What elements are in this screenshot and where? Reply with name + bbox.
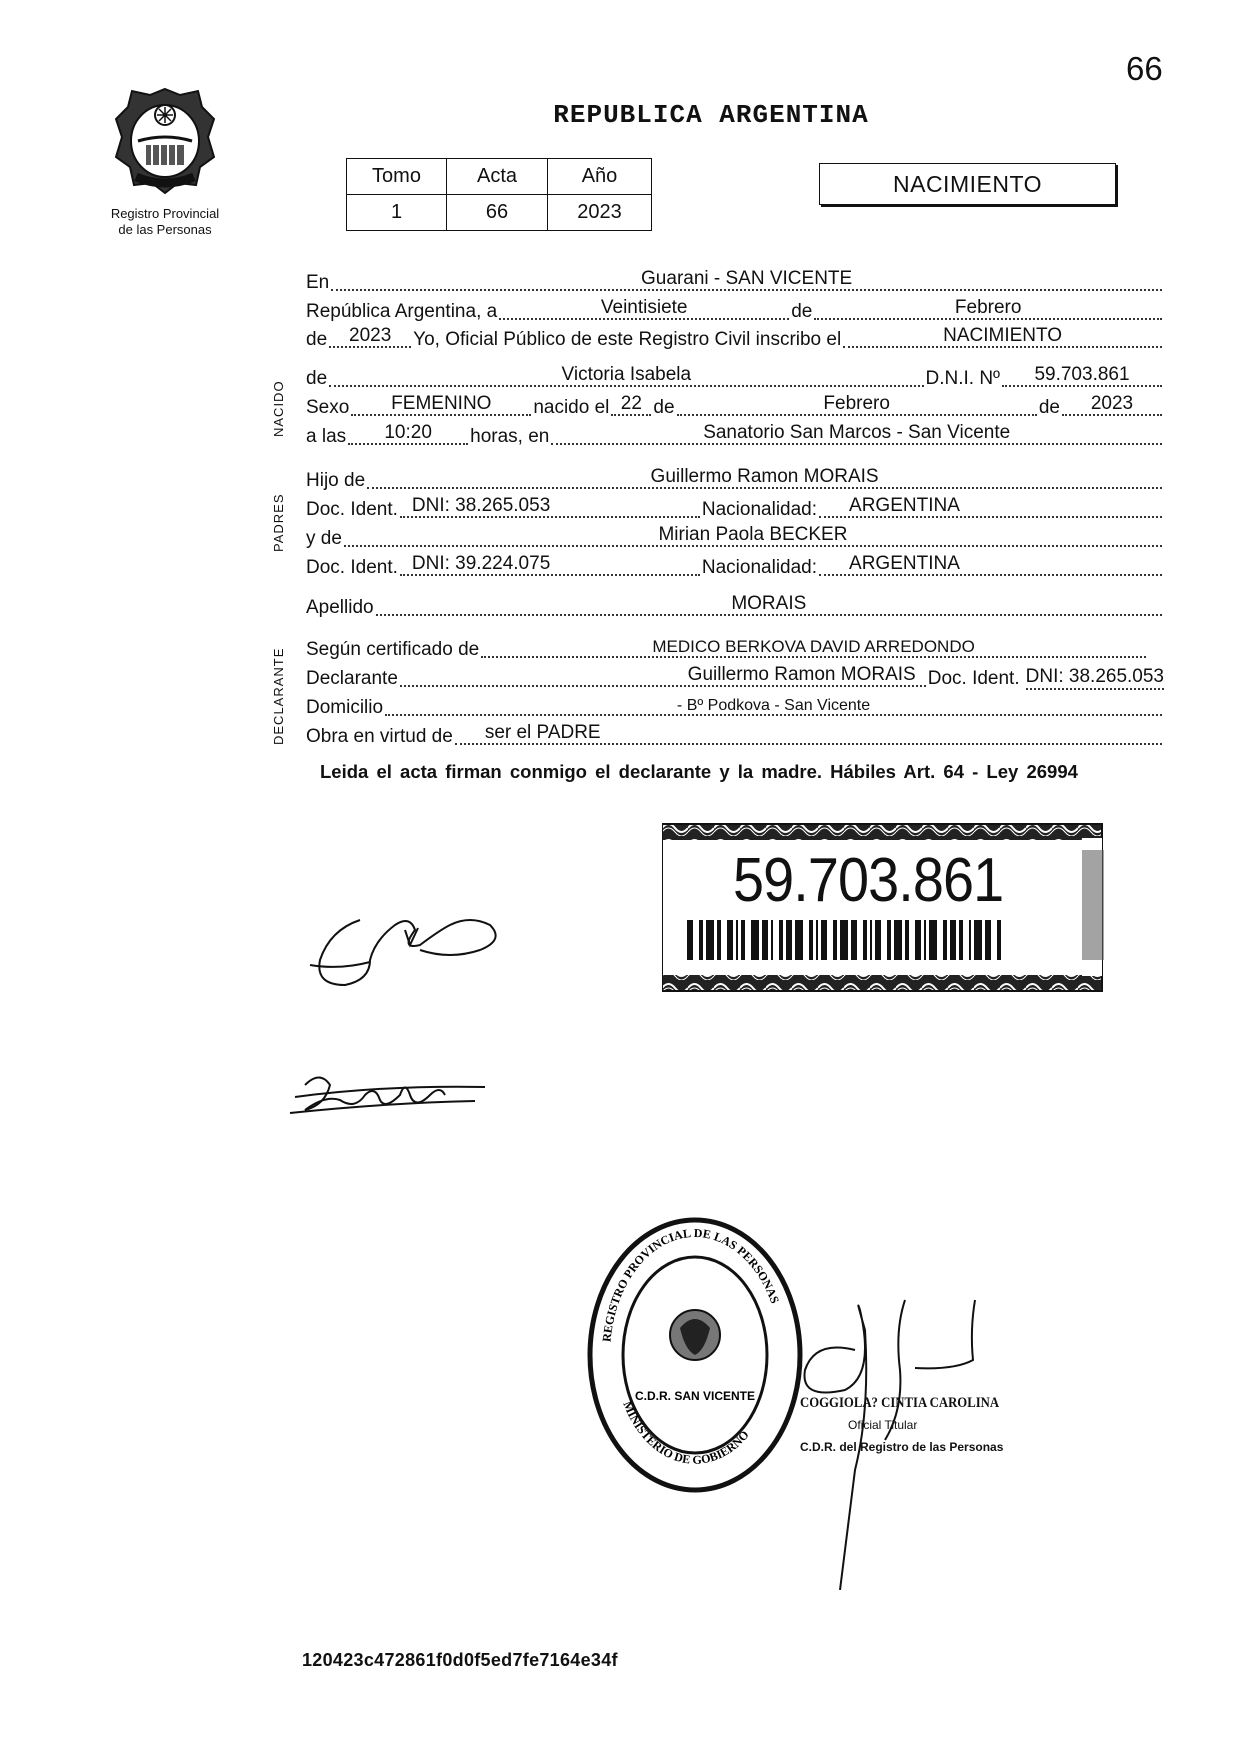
value-doc-padre: DNI: 38.265.053 [411,495,551,516]
field-padre [367,466,1162,489]
value-nac-dia: 22 [620,393,642,414]
barcode-bar [870,920,872,960]
seal-bottom-text: MINISTERIO DE GOBIERNO [620,1399,752,1467]
field-nombre [329,364,923,387]
value-nac-mes: Febrero [823,393,890,414]
barcode-bar [706,920,714,960]
barcode-bar [894,920,902,960]
line-obra [306,724,1164,748]
barcode-bar [741,920,745,960]
field-nac-mes [677,393,1037,416]
label-a-las: a las [306,426,347,447]
line-hora [306,424,1164,448]
value-obra: ser el PADRE [484,722,601,743]
header-anio: Año [548,159,652,195]
value-doc-declarante: DNI: 38.265.053 [1026,666,1164,690]
field-mes [814,297,1162,320]
label-doc-padre: Doc. Ident. [306,499,398,520]
barcode-bar [717,920,721,960]
label-obra: Obra en virtud de [306,726,453,747]
barcode-bar [875,920,881,960]
value-padre: Guillermo Ramon MORAIS [650,466,879,487]
barcode-bar [833,920,837,960]
value-declarante: Guillermo Ramon MORAIS [687,664,916,685]
line-fecha [306,299,1164,323]
barcode-bar [727,920,733,960]
line-en [306,270,1164,294]
barcode-bar [929,920,937,960]
mother-signature-icon [285,1065,495,1125]
official-role-1: Oficial Titular [848,1418,918,1432]
field-hora [348,422,468,445]
barcode-bar [974,920,982,960]
seal-ring-text: REGISTRO PROVINCIAL DE LAS PERSONAS [599,1225,783,1343]
field-apellido [376,593,1162,616]
label-sexo: Sexo [306,397,350,418]
line-inscribo [306,327,1164,351]
value-nac-anio: 2023 [1090,393,1134,414]
value-nac-padre: ARGENTINA [849,495,960,516]
label-declarante: Declarante [306,668,398,689]
official-role-2: C.D.R. del Registro de las Personas [800,1440,1004,1454]
document-hash: 120423c472861f0d0f5ed7fe7164e34f [302,1650,618,1670]
label-dni: D.N.I. Nº [925,368,1000,389]
barcode-bar [924,920,926,960]
header-acta: Acta [447,159,548,195]
label-y-de: y de [306,528,342,549]
value-madre: Mirian Paola BECKER [658,524,848,545]
text-yo-oficial: Yo, Oficial Público de este Registro Civil inscribo el [413,329,842,350]
value-domicilio: - Bº Podkova - San Vicente [676,697,871,714]
barcode-bar [997,920,1001,960]
value-sexo: FEMENINO [391,393,492,414]
line-doc-madre [306,555,1164,579]
barcode-bar [863,920,867,960]
field-nac-madre [819,553,1162,576]
label-doc-declarante: Doc. Ident. [927,668,1020,689]
field-nac-padre [819,495,1162,518]
label-nombre: de [306,368,328,389]
barcode-bar [905,920,909,960]
svg-text:MINISTERIO DE GOBIERNO [620,1399,751,1467]
field-dni [1002,364,1162,387]
act-type-box: NACIMIENTO [819,163,1116,205]
value-en: Guarani - SAN VICENTE [641,268,853,289]
side-label-nacido: NACIDO [271,380,286,437]
barcode-bar [915,920,921,960]
label-en: En [306,272,330,293]
field-doc-madre [400,553,700,576]
line-madre [306,526,1164,550]
label-de: de [791,301,813,322]
field-sexo [351,393,531,416]
field-domicilio [385,697,1162,716]
declarant-signature-icon [300,890,510,1000]
barcode-bar [751,920,759,960]
line-sexo [306,395,1164,419]
line-domicilio [306,695,1164,719]
barcode-bar [786,920,792,960]
barcode-bar [699,920,703,960]
label-nac-de: de [653,397,675,418]
field-lugar [551,422,1162,445]
label-de2: de [306,329,328,350]
barcode-bar [736,920,738,960]
label-certificado: Según certificado de [306,639,480,660]
barcode-number: 59.703.861 [733,846,1004,915]
line-nombre [306,366,1164,390]
document-title: REPUBLICA ARGENTINA [553,100,869,130]
barcode-bar [821,920,827,960]
barcode-bar [887,920,891,960]
barcode-bar [816,920,818,960]
value-anio: 2023 [349,325,392,346]
field-declarante [400,664,926,687]
value-doc-madre: DNI: 39.224.075 [411,553,551,574]
registry-table [346,158,652,231]
official-name: COGGIOLA? CINTIA CAROLINA [800,1395,1000,1411]
barcode-bar [851,920,857,960]
header-tomo: Tomo [347,159,447,195]
label-nac-madre: Nacionalidad: [701,557,818,578]
value-nac-madre: ARGENTINA [849,553,960,574]
logo-caption-2: de las Personas [118,222,212,237]
value-dni: 59.703.861 [1034,364,1130,385]
label-horas-en: horas, en [470,426,550,447]
label-domicilio: Domicilio [306,697,384,718]
side-label-declarante: DECLARANTE [271,647,286,745]
label-apellido: Apellido [306,597,374,618]
barcode-bar [950,920,956,960]
field-dia [499,297,789,320]
field-obra [455,722,1162,745]
field-certificado [481,639,1146,658]
logo-caption-1: Registro Provincial [110,206,220,221]
field-nac-dia [611,393,651,416]
barcode-bar [959,920,963,960]
label-hijo-de: Hijo de [306,470,366,491]
value-certificado: MEDICO BERKOVA DAVID ARREDONDO [652,637,975,656]
field-madre [344,524,1162,547]
registry-logo [95,85,235,238]
label-republica: República Argentina, a [306,301,498,322]
barcode-bar [809,920,813,960]
label-doc-madre: Doc. Ident. [306,557,398,578]
field-en [331,268,1162,291]
label-nacido-el: nacido el [533,397,610,418]
field-anio [329,325,411,348]
field-inscribo [843,325,1162,348]
line-declarante [306,666,1164,690]
barcode-bar [969,920,971,960]
line-doc-padre [306,497,1164,521]
barcode-bar [943,920,947,960]
field-nac-anio [1062,393,1162,416]
value-nombre: Victoria Isabela [561,364,692,385]
value-anio: 2023 [548,195,652,231]
label-nac-de2: de [1038,397,1060,418]
line-certificado [306,637,1164,661]
value-hora: 10:20 [384,422,432,443]
barcode-bar [687,920,693,960]
field-doc-padre [400,495,700,518]
value-lugar: Sanatorio San Marcos - San Vicente [703,422,1011,443]
barcode-bar [771,920,773,960]
barcode-bar [779,920,783,960]
page-number: 66 [1126,50,1163,87]
side-label-padres: PADRES [271,493,286,552]
official-seal-icon [580,1210,810,1500]
legal-text: Leida el acta firman conmigo el declarante y la madre. Hábiles Art. 64 - Ley 26994 [320,761,1078,782]
line-apellido [306,595,1164,619]
value-apellido: MORAIS [731,593,807,614]
value-inscribo: NACIMIENTO [943,325,1063,346]
barcode-bar [985,920,991,960]
provincia-misiones-seal-icon [110,85,220,197]
barcode-bar [762,920,768,960]
value-mes: Febrero [954,297,1022,318]
value-acta: 66 [447,195,548,231]
value-tomo: 1 [347,195,447,231]
value-dia: Veintisiete [600,297,688,318]
barcode-bar [795,920,803,960]
label-nac-padre: Nacionalidad: [701,499,818,520]
barcode-bar [840,920,848,960]
line-padre [306,468,1164,492]
seal-center-text: C.D.R. SAN VICENTE [634,1389,756,1403]
